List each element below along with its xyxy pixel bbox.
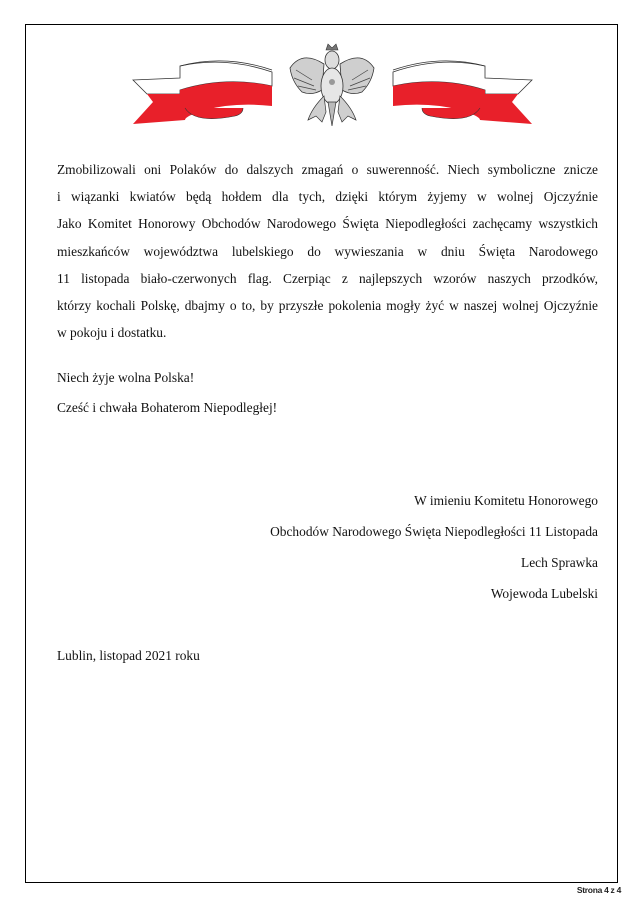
body-paragraph (57, 156, 598, 346)
signature-title: Wojewoda Lubelski (490, 586, 598, 601)
flag-ribbon-right-icon (393, 61, 532, 124)
header-emblem (125, 36, 540, 136)
body-line: 11 listopada biało-czerwonych flag. Czerpiąc z najlepszych wzorów naszych przodków, (57, 270, 598, 286)
body-line: którzy kochali Polskę, dbajmy o to, by przyszłe pokolenia mogły żyć w naszej wolnej Ojczyźnie (57, 298, 598, 314)
body-line: w pokoju i dostatku. (57, 325, 167, 341)
place-date: Lublin, listopad 2021 roku (57, 648, 200, 663)
body-line: mieszkańców województwa lubelskiego do wywieszania w dniu Święta Narodowego (57, 243, 598, 259)
closing-line-2: Cześć i chwała Bohaterom Niepodległej! (57, 400, 278, 415)
page-frame (25, 24, 618, 883)
closing-line-1: Niech żyje wolna Polska! (57, 370, 195, 385)
flag-ribbon-left-icon (133, 61, 272, 124)
page-number: Strona 4 z 4 (576, 885, 621, 895)
body-line: i wiązanki kwiatów będą hołdem dla tych, dzięki którym żyjemy w wolnej Ojczyźnie (57, 189, 598, 205)
signature-line-2: Obchodów Narodowego Święta Niepodległości 11 Listopada (270, 524, 598, 539)
body-line: Zmobilizowali oni Polaków do dalszych zmagań o suwerenność. Niech symboliczne znicze (57, 162, 598, 177)
body-line: Jako Komitet Honorowy Obchodów Narodowego Święta Niepodległości zachęcamy wszystkich (57, 216, 598, 232)
signature-name: Lech Sprawka (521, 555, 598, 570)
polish-eagle-icon (290, 44, 374, 126)
signature-line-1: W imieniu Komitetu Honorowego (414, 493, 598, 508)
